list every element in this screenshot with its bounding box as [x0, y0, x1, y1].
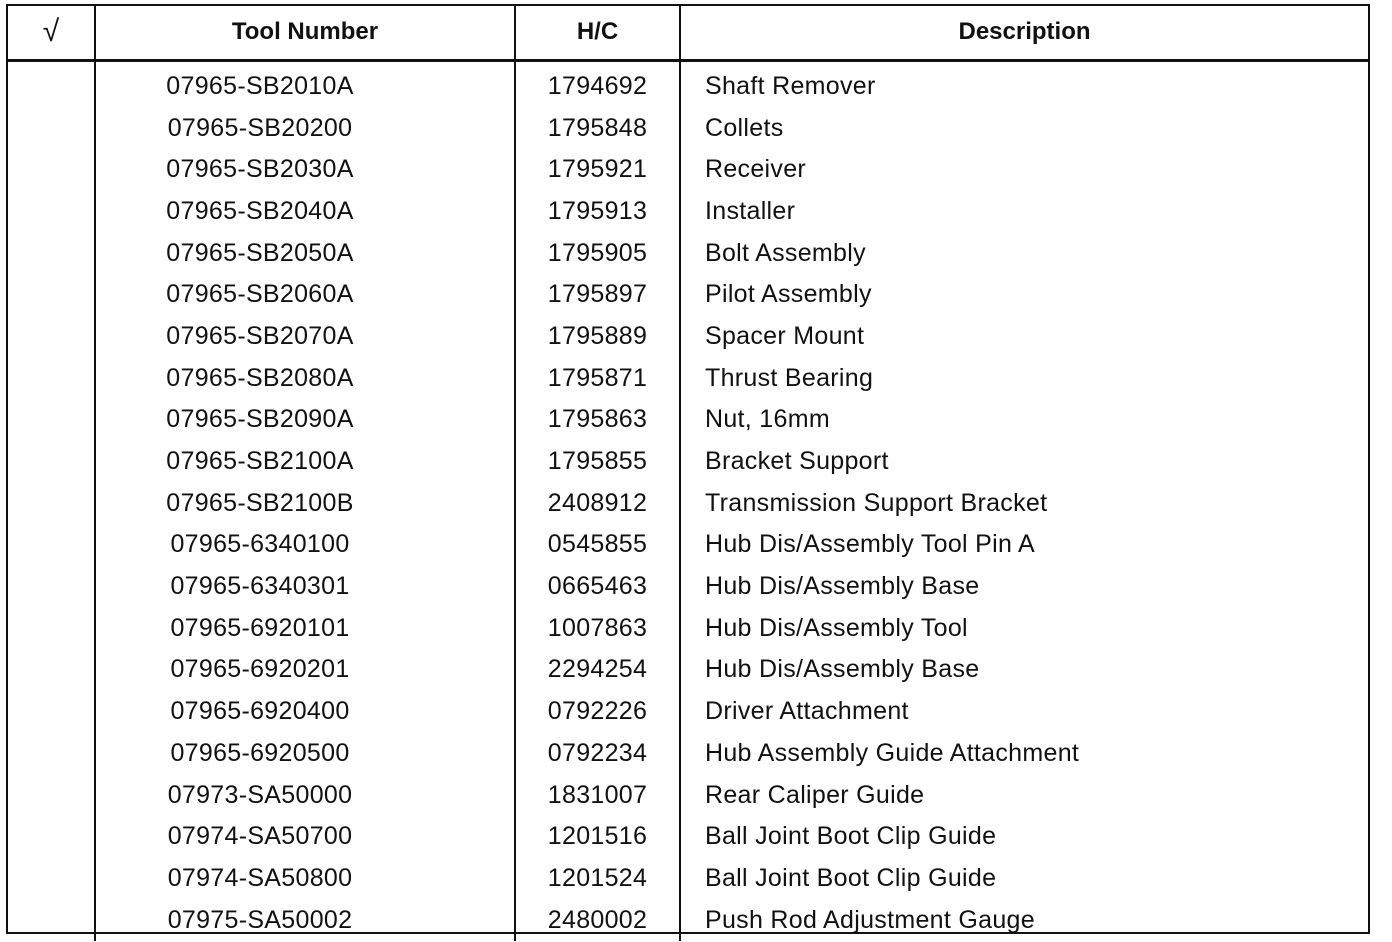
description-cell: Receiver [705, 155, 807, 184]
tool-number-cell: 07965-SB2070A [95, 316, 515, 358]
table-row [8, 566, 1368, 608]
tool-number-cell: 07965-6920101 [95, 607, 515, 649]
tool-number-cell: 07973-SA50000 [95, 774, 515, 816]
check-cell [8, 357, 95, 399]
check-cell [8, 691, 95, 733]
table-row [8, 232, 1368, 274]
hc-cell: 1795855 [515, 441, 680, 483]
table-row [8, 107, 1368, 149]
table-row [8, 774, 1368, 816]
description-cell: Push Rod Adjustment Gauge [705, 905, 1035, 934]
hc-cell: 1795871 [515, 357, 680, 399]
tool-number-cell: 07965-6920500 [95, 733, 515, 775]
description-cell: Hub Assembly Guide Attachment [705, 738, 1080, 767]
table-row [8, 60, 1368, 107]
description-cell: Transmission Support Bracket [705, 488, 1048, 517]
table-body [8, 60, 1368, 941]
tool-number-cell: 07965-6920201 [95, 649, 515, 691]
hc-cell: 1795863 [515, 399, 680, 441]
hc-cell: 1795848 [515, 107, 680, 149]
check-cell [8, 816, 95, 858]
hc-cell: 1795889 [515, 316, 680, 358]
tool-list-sheet [6, 4, 1370, 934]
description-cell: Hub Dis/Assembly Base [705, 572, 980, 601]
description-cell: Rear Caliper Guide [705, 780, 925, 809]
header-hc: H/C [515, 6, 680, 60]
hc-cell: 0792234 [515, 733, 680, 775]
description-cell: Spacer Mount [705, 321, 865, 350]
table-row [8, 607, 1368, 649]
description-cell: Hub Dis/Assembly Tool [705, 613, 968, 642]
hc-cell: 1795921 [515, 149, 680, 191]
table-row [8, 858, 1368, 900]
description-cell: Bolt Assembly [705, 238, 866, 267]
check-cell [8, 524, 95, 566]
tool-number-cell: 07965-SB2100A [95, 441, 515, 483]
check-cell [8, 858, 95, 900]
tool-number-cell: 07965-SB20200 [95, 107, 515, 149]
hc-cell: 1201524 [515, 858, 680, 900]
table-row [8, 649, 1368, 691]
tool-number-cell: 07965-SB2060A [95, 274, 515, 316]
check-cell [8, 733, 95, 775]
description-cell: Hub Dis/Assembly Tool Pin A [705, 530, 1035, 559]
check-cell [8, 191, 95, 233]
hc-cell: 0545855 [515, 524, 680, 566]
description-cell: Pilot Assembly [705, 280, 872, 309]
check-cell [8, 899, 95, 941]
header-check: √ [8, 6, 95, 60]
hc-cell: 1831007 [515, 774, 680, 816]
tool-number-cell: 07965-6920400 [95, 691, 515, 733]
table-row [8, 357, 1368, 399]
check-cell [8, 60, 95, 107]
table-header [8, 6, 1368, 60]
tool-number-cell: 07965-SB2100B [95, 482, 515, 524]
hc-cell: 2294254 [515, 649, 680, 691]
tool-number-cell: 07975-SA50002 [95, 899, 515, 941]
table-row [8, 899, 1368, 941]
tool-table [8, 6, 1368, 941]
tool-number-cell: 07965-SB2010A [95, 60, 515, 107]
check-cell [8, 316, 95, 358]
hc-cell: 1201516 [515, 816, 680, 858]
description-cell: Nut, 16mm [705, 405, 830, 434]
description-cell: Ball Joint Boot Clip Guide [705, 863, 997, 892]
table-row [8, 524, 1368, 566]
tool-number-cell: 07965-6340100 [95, 524, 515, 566]
description-cell: Driver Attachment [705, 697, 909, 726]
check-cell [8, 399, 95, 441]
check-cell [8, 774, 95, 816]
hc-cell: 2408912 [515, 482, 680, 524]
table-row [8, 274, 1368, 316]
description-cell: Installer [705, 196, 796, 225]
description-cell: Thrust Bearing [705, 363, 874, 392]
hc-cell: 1795905 [515, 232, 680, 274]
check-cell [8, 482, 95, 524]
description-cell: Shaft Remover [705, 71, 876, 100]
check-cell [8, 107, 95, 149]
description-cell: Bracket Support [705, 447, 889, 476]
check-cell [8, 566, 95, 608]
hc-cell: 2480002 [515, 899, 680, 941]
tool-number-cell: 07965-SB2040A [95, 191, 515, 233]
tool-number-cell: 07974-SA50700 [95, 816, 515, 858]
table-row [8, 691, 1368, 733]
hc-cell: 1795897 [515, 274, 680, 316]
table-row [8, 816, 1368, 858]
description-cell: Ball Joint Boot Clip Guide [705, 822, 997, 851]
table-row [8, 482, 1368, 524]
header-description: Description [680, 6, 1368, 60]
check-cell [8, 441, 95, 483]
check-cell [8, 649, 95, 691]
check-cell [8, 149, 95, 191]
tool-number-cell: 07974-SA50800 [95, 858, 515, 900]
hc-cell: 0792226 [515, 691, 680, 733]
hc-cell: 1007863 [515, 607, 680, 649]
check-cell [8, 232, 95, 274]
tool-number-cell: 07965-6340301 [95, 566, 515, 608]
tool-number-cell: 07965-SB2050A [95, 232, 515, 274]
header-row [8, 6, 1368, 60]
tool-number-cell: 07965-SB2030A [95, 149, 515, 191]
hc-cell: 1795913 [515, 191, 680, 233]
check-cell [8, 607, 95, 649]
table-row [8, 441, 1368, 483]
check-cell [8, 274, 95, 316]
description-cell: Hub Dis/Assembly Base [705, 655, 980, 684]
tool-number-cell: 07965-SB2080A [95, 357, 515, 399]
hc-cell: 1794692 [515, 60, 680, 107]
table-row [8, 191, 1368, 233]
table-row [8, 733, 1368, 775]
hc-cell: 0665463 [515, 566, 680, 608]
tool-number-cell: 07965-SB2090A [95, 399, 515, 441]
header-tool-number: Tool Number [95, 6, 515, 60]
table-row [8, 316, 1368, 358]
table-row [8, 149, 1368, 191]
description-cell: Collets [705, 113, 784, 142]
table-row [8, 399, 1368, 441]
